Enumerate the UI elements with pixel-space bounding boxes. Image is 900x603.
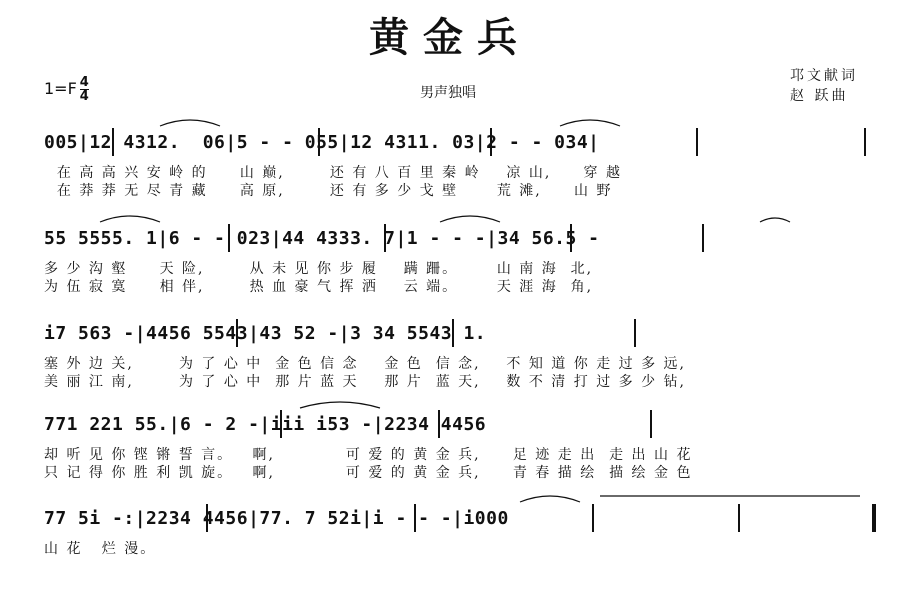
slur-marks bbox=[0, 414, 900, 454]
key-signature bbox=[44, 76, 89, 103]
notation-line: 771 221 55.|6 - 2 -|iii i53 -|2234 4456 bbox=[44, 414, 487, 435]
slur-marks bbox=[0, 508, 900, 548]
staff-system-1 bbox=[0, 132, 900, 227]
lyrics-verse-1: 多 少 沟 壑 天 险, 从 未 见 你 步 履 蹒 跚。 山 南 海 北, bbox=[44, 261, 594, 277]
lyrics-verse-2: 美 丽 江 南, 为 了 心 中 那 片 蓝 天 那 片 蓝 天, 数 不 清 打 过 多 少 钻, bbox=[44, 374, 687, 390]
lyrics-verse-2: 只 记 得 你 胜 利 凯 旋。 啊, 可 爱 的 黄 金 兵, 青 春 描 绘 描 绘 金 色 bbox=[44, 465, 693, 481]
lyrics-verse-1: 山 花 烂 漫。 bbox=[44, 541, 157, 557]
time-signature bbox=[80, 76, 89, 103]
notation-line: 005|12 4312. 06|5 - - 055|12 4311. 03|2 - - 034| bbox=[44, 132, 600, 153]
slur-marks bbox=[0, 132, 900, 172]
notation-line: 55 5555. 1|6 - - 023|44 4333. 7|1 - - -|34 56.5 - bbox=[44, 228, 600, 249]
lyrics-verse-2: 为 伍 寂 寞 相 伴, 热 血 豪 气 挥 洒 云 端。 天 涯 海 角, bbox=[44, 279, 594, 295]
notation-line: 77 5i -:|2234 4456|77. 7 52i|i - - -|i000 bbox=[44, 508, 509, 529]
composer-credit: 赵 跃曲 bbox=[790, 88, 849, 104]
staff-system-2 bbox=[0, 228, 900, 323]
lyricist-credit: 邛文献词 bbox=[790, 68, 858, 84]
time-signature-bottom: 4 bbox=[79, 89, 89, 104]
key-label: 1=F bbox=[44, 79, 77, 98]
time-signature-top: 4 bbox=[79, 75, 89, 90]
credits bbox=[790, 66, 858, 106]
barline bbox=[634, 319, 636, 347]
lyrics-verse-2: 在 莽 莽 无 尽 青 藏 高 原, 还 有 多 少 戈 壁 荒 滩, 山 野 bbox=[44, 183, 613, 199]
staff-system-3 bbox=[0, 323, 900, 418]
barline bbox=[452, 319, 454, 347]
lyrics-verse-1: 塞 外 边 关, 为 了 心 中 金 色 信 念 金 色 信 念, 不 知 道 你 走 过 多 远, bbox=[44, 356, 687, 372]
lyrics-verse-1: 在 高 高 兴 安 岭 的 山 巅, 还 有 八 百 里 秦 岭 凉 山, 穿 越 bbox=[44, 165, 623, 181]
staff-system-4 bbox=[0, 414, 900, 509]
staff-system-5 bbox=[0, 508, 900, 603]
lyrics-verse-1: 却 听 见 你 铿 锵 誓 言。 啊, 可 爱 的 黄 金 兵, 足 迹 走 出 走 出 山 花 bbox=[44, 447, 693, 463]
performance-type: 男声独唱 bbox=[420, 85, 476, 101]
notation-line: i7 563 -|4456 5543|43 52 -|3 34 5543 1. bbox=[44, 323, 487, 344]
barline bbox=[236, 319, 238, 347]
slur-marks bbox=[0, 228, 900, 268]
song-title: 黄金兵 bbox=[369, 14, 531, 61]
